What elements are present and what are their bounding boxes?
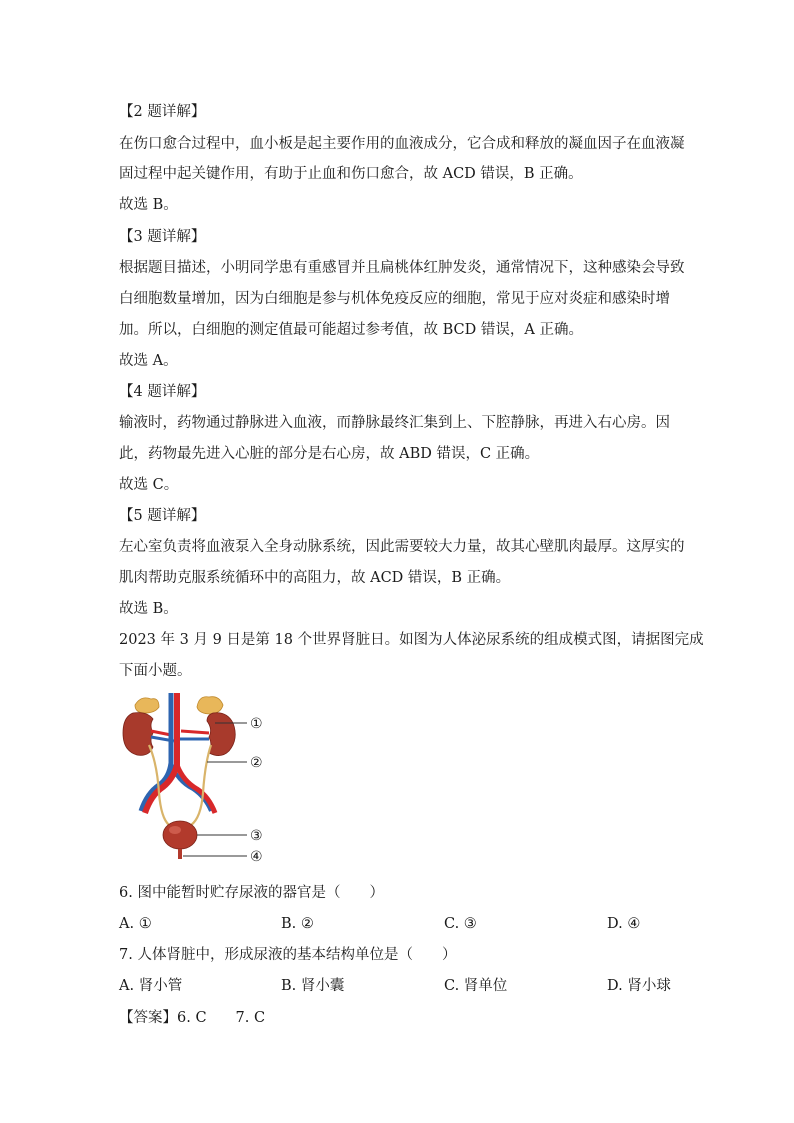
bladder <box>163 821 197 849</box>
explanation-line: 根据题目描述，小明同学患有重感冒并且扁桃体红肿发炎，通常情况下，这种感染会导致 <box>119 260 685 276</box>
urinary-system-figure <box>119 693 279 868</box>
explanation-line: 左心室负责将血液泵入全身动脉系统，因此需要较大力量，故其心壁肌肉最厚。这厚实的 <box>119 539 685 555</box>
question-7-option-d: D. 肾小球 <box>607 978 671 994</box>
question-7-option-a: A. 肾小管 <box>119 978 183 994</box>
figure-label-2: ② <box>250 755 263 771</box>
explanation-line: 在伤口愈合过程中，血小板是起主要作用的血液成分，它合成和释放的凝血因子在血液凝 <box>119 136 685 152</box>
figure-label-4: ④ <box>250 849 263 865</box>
question-6-stem: 6. 图中能暂时贮存尿液的器官是（ ） <box>119 885 384 901</box>
left-renal-artery <box>151 731 171 735</box>
question-6-option-c: C. ③ <box>444 916 477 932</box>
question-6-option-d: D. ④ <box>607 916 641 932</box>
right-adrenal-gland <box>197 697 223 714</box>
right-kidney <box>207 713 235 756</box>
question-6-option-b: B. ② <box>281 916 314 932</box>
intro-line: 2023 年 3 月 9 日是第 18 个世界肾脏日。如图为人体泌尿系统的组成模式图，请据图完成 <box>119 632 704 648</box>
right-renal-artery <box>181 731 209 733</box>
explanation-line: 故选 C。 <box>119 477 179 493</box>
intro-line: 下面小题。 <box>119 663 192 679</box>
explanation-line: 故选 A。 <box>119 353 178 369</box>
section-header-q3: 【3 题详解】 <box>119 229 206 245</box>
question-7-stem: 7. 人体肾脏中，形成尿液的基本结构单位是（ ） <box>119 947 457 963</box>
question-6-option-a: A. ① <box>119 916 152 932</box>
left-kidney <box>123 713 153 756</box>
explanation-line: 故选 B。 <box>119 601 178 617</box>
section-header-q4: 【4 题详解】 <box>119 384 206 400</box>
explanation-line: 加。所以，白细胞的测定值最可能超过参考值，故 BCD 错误，A 正确。 <box>119 322 583 338</box>
right-iliac-artery <box>177 765 215 813</box>
left-adrenal-gland <box>135 698 159 713</box>
answer-text: 6. C 7. C <box>177 1010 266 1026</box>
figure-label-3: ③ <box>250 828 263 844</box>
question-7-option-c: C. 肾单位 <box>444 978 508 994</box>
answer-line <box>119 1008 265 1028</box>
question-7-option-b: B. 肾小囊 <box>281 978 345 994</box>
section-header-q5: 【5 题详解】 <box>119 508 206 524</box>
explanation-line: 故选 B。 <box>119 197 178 213</box>
explanation-line: 固过程中起关键作用，有助于止血和伤口愈合，故 ACD 错误，B 正确。 <box>119 166 583 182</box>
figure-label-1: ① <box>250 716 263 732</box>
explanation-line: 白细胞数量增加，因为白细胞是参与机体免疫反应的细胞，常见于应对炎症和感染时增 <box>119 291 670 307</box>
explanation-line: 输液时，药物通过静脉进入血液，而静脉最终汇集到上、下腔静脉，再进入右心房。因 <box>119 415 670 431</box>
section-header-q2: 【2 题详解】 <box>119 104 206 120</box>
answer-label: 【答案】 <box>119 1010 177 1026</box>
bladder-highlight <box>169 826 181 834</box>
explanation-line: 肌肉帮助克服系统循环中的高阻力，故 ACD 错误，B 正确。 <box>119 570 511 586</box>
explanation-line: 此，药物最先进入心脏的部分是右心房，故 ABD 错误，C 正确。 <box>119 446 540 462</box>
